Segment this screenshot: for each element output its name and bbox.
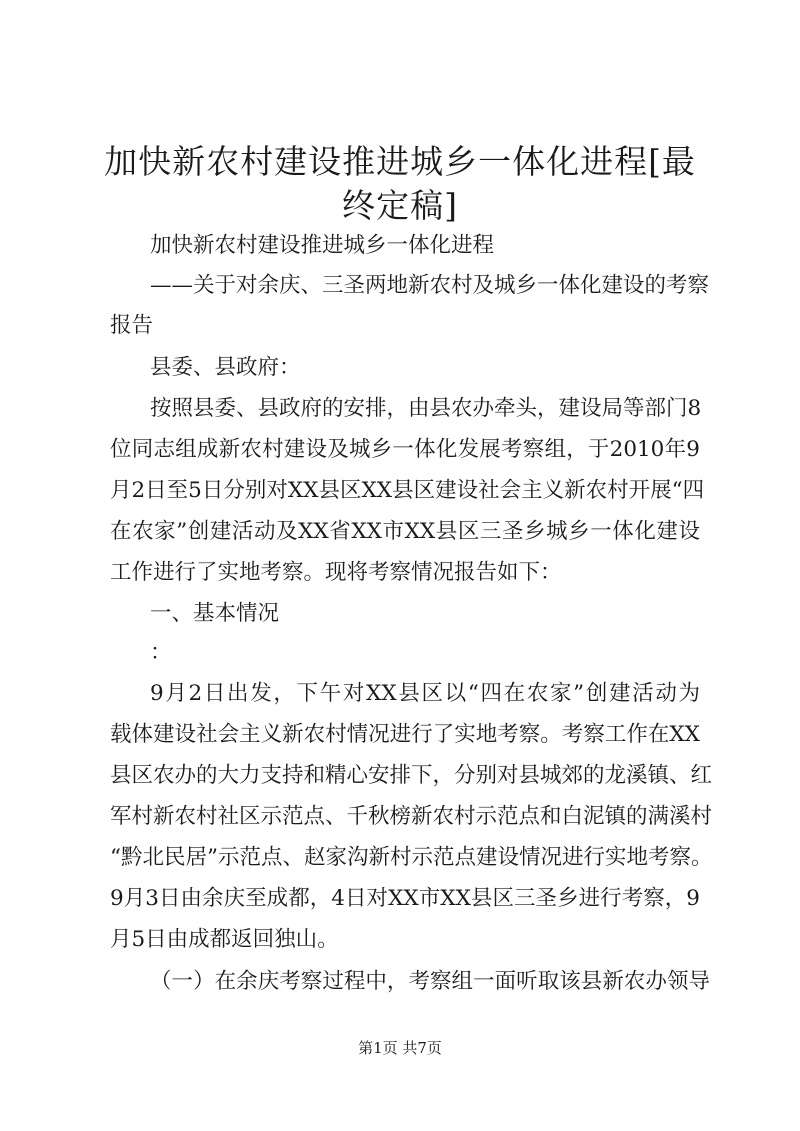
section-heading-basic-situation: 一、基本情况 [150, 601, 280, 626]
report-subheading-line-2: 报告 [110, 313, 154, 338]
page-indicator: 第1页 共7页 [358, 1039, 442, 1057]
paragraph-2-line-5: “黔北民居”示范点、赵家沟新村示范点建设情况进行实地考察。 [110, 845, 713, 870]
report-subheading-line-1: ——关于对余庆、三圣两地新农村及城乡一体化建设的考察 [150, 273, 710, 298]
paragraph-2-line-3: 县区农办的大力支持和精心安排下，分别对县城郊的龙溪镇、红 [110, 763, 713, 788]
paragraph-2-line-7: 月5日由成都返回独山。 [110, 927, 339, 952]
document-title: 加快新农村建设推进城乡一体化进程[最终定稿] [104, 142, 696, 225]
paragraph-2-line-6: 9月3日由余庆至成都，4日对XX市XX县区三圣乡进行考察，9 [110, 886, 700, 911]
paragraph-2-line-1: 9月2日出发，下午对XX县区以“四在农家”创建活动为 [150, 681, 700, 706]
report-subtitle: 加快新农村建设推进城乡一体化进程 [150, 233, 495, 258]
paragraph-2-line-2: 载体建设社会主义新农村情况进行了实地考察。考察工作在XX [110, 722, 700, 747]
paragraph-2-line-4: 军村新农村社区示范点、千秋榜新农村示范点和白泥镇的满溪村 [110, 804, 713, 829]
paragraph-3-line-1: （一）在余庆考察过程中，考察组一面听取该县新农办领导 [150, 969, 710, 994]
paragraph-1-line-1: 按照县委、县政府的安排，由县农办牵头，建设局等部门8 [150, 396, 702, 421]
salutation: 县委、县政府： [150, 355, 301, 380]
paragraph-1-line-5: 工作进行了实地考察。现将考察情况报告如下： [110, 560, 562, 585]
paragraph-1-line-2: 位同志组成新农村建设及城乡一体化发展考察组，于2010年9 [110, 437, 700, 462]
paragraph-1-line-3: 月2日至5日分别对XX县区XX县区建设社会主义新农村开展“四 [110, 478, 705, 503]
colon-line: ： [150, 640, 172, 665]
paragraph-1-line-4: 在农家”创建活动及XX省XX市XX县区三圣乡城乡一体化建设 [110, 519, 700, 544]
